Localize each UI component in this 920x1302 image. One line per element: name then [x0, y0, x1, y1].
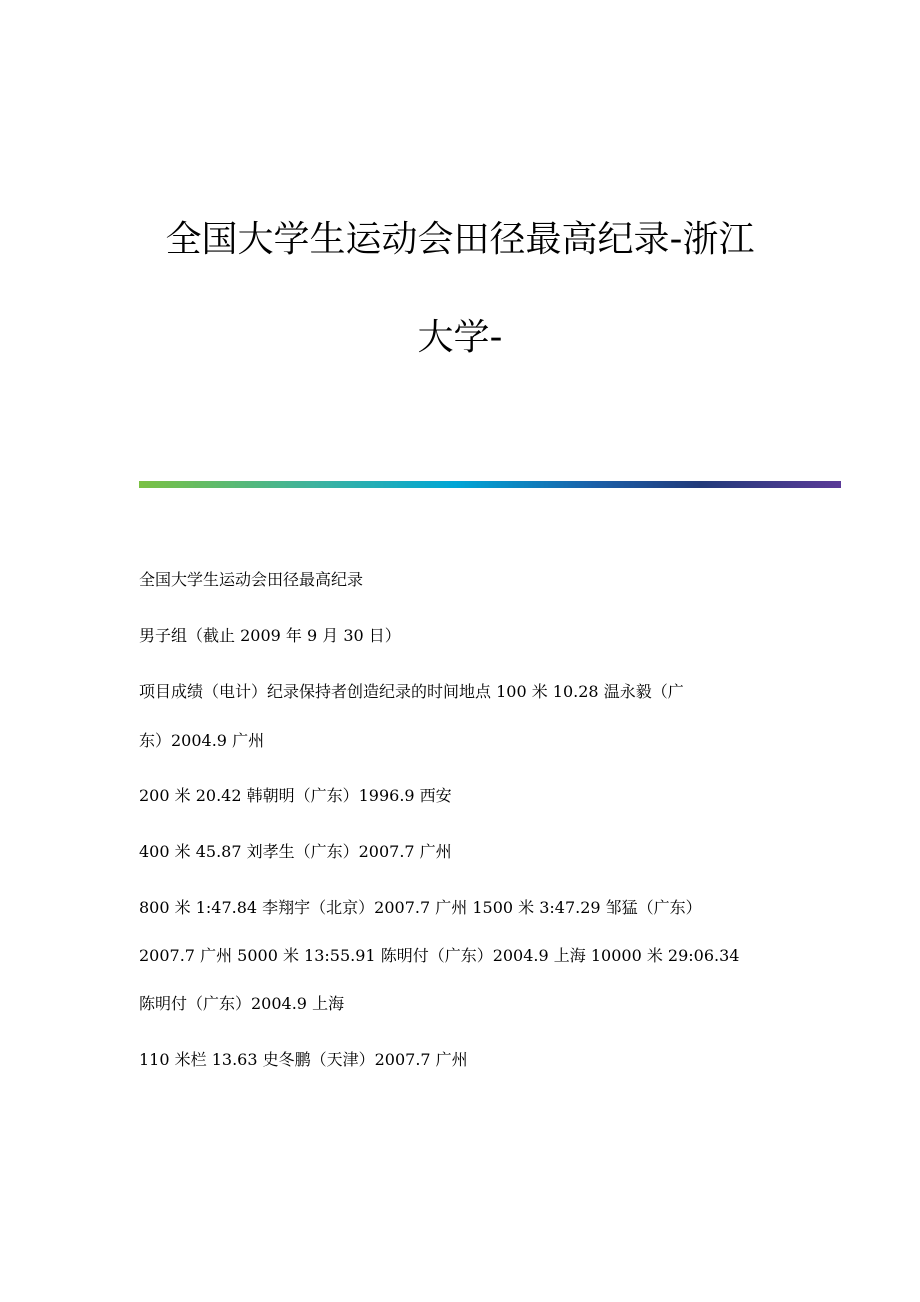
record-line: 2007.7 广州 5000 米 13:55.91 陈明付（广东）2004.9 上海 10000 米 29:06.34 [139, 946, 740, 965]
document-title-line-1: 全国大学生运动会田径最高纪录-浙江 [165, 219, 755, 260]
record-line: 800 米 1:47.84 李翔宇（北京）2007.7 广州 1500 米 3:47.29 邹猛（广东） [139, 898, 702, 917]
record-line: 200 米 20.42 韩朝明（广东）1996.9 西安 [139, 786, 452, 805]
document-title-line-2: 大学- [417, 317, 503, 358]
record-line: 项目成绩（电计）纪录保持者创造纪录的时间地点 100 米 10.28 温永毅（广 [139, 682, 684, 701]
record-line: 东）2004.9 广州 [139, 731, 265, 750]
record-heading: 全国大学生运动会田径最高纪录 [139, 570, 364, 589]
record-line: 110 米栏 13.63 史冬鹏（天津）2007.7 广州 [139, 1050, 468, 1069]
record-line: 陈明付（广东）2004.9 上海 [139, 994, 345, 1013]
record-group-label: 男子组（截止 2009 年 9 月 30 日） [139, 626, 401, 645]
record-line: 400 米 45.87 刘孝生（广东）2007.7 广州 [139, 842, 452, 861]
gradient-divider [139, 481, 841, 488]
